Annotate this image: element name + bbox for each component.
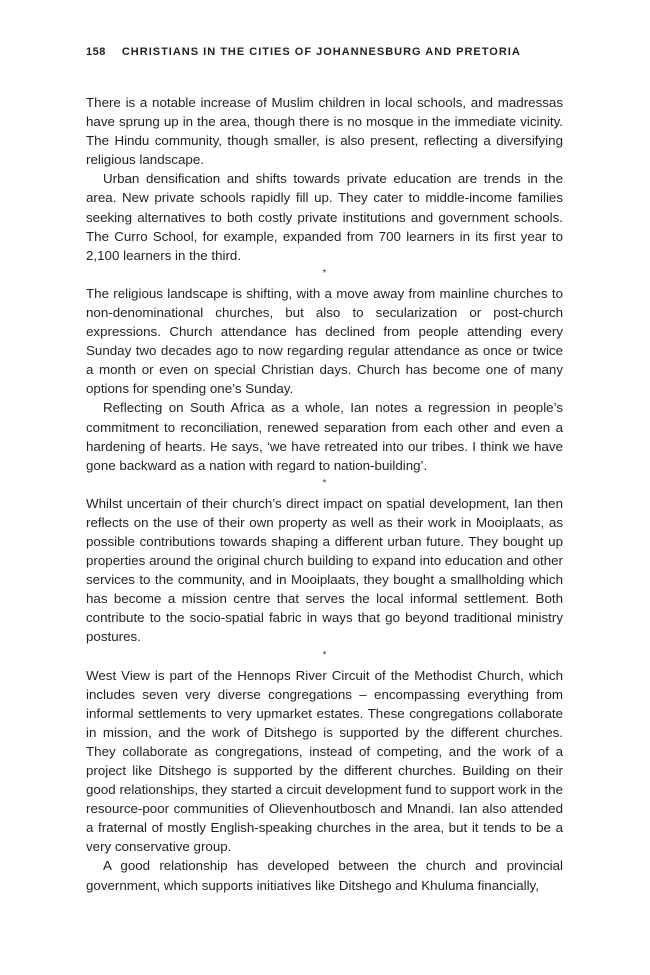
paragraph: Whilst uncertain of their church’s direct impact on spatial development, Ian then reflects on the use of their own property as well as their work in Mooiplaats, as possible contributions towards shaping a different urban future. They bought up properties around the original church building to expand into education and other services to the community, and in Mooiplaats, they bought a smallholding which has become a mission centre that serves the local informal settlement. Both contribute to the socio-spatial fabric in ways that go beyond traditional ministry postures. [86,495,563,645]
text-section [86,93,563,265]
section-break-asterisk: * [322,267,327,279]
text-section [86,284,563,475]
paragraph: A good relationship has developed between the church and provincial government, which supports initiatives like Ditshego and Khuluma financially, [86,858,563,893]
running-title: CHRISTIANS IN THE CITIES OF JOHANNESBURG AND PRETORIA [121,46,521,58]
paragraph: Reflecting on South Africa as a whole, Ian notes a regression in people’s commitment to reconciliation, renewed separation from each other and even a hardening of hearts. He says, ‘we have retreated into our tribes. I think we have gone backward as a nation with regard to nation-building’. [86,400,563,473]
section-break-asterisk: * [322,649,327,661]
paragraph: Urban densification and shifts towards private education are trends in the area. New private schools rapidly fill up. They cater to middle-income families seeking alternatives to both costly private institutions and government schools. The Curro School, for example, expanded from 700 learners in its first year to 2,100 learners in the third. [86,171,563,263]
text-section [86,494,563,647]
paragraph: There is a notable increase of Muslim children in local schools, and madressas have sprung up in the area, though there is no mosque in the immediate vicinity. The Hindu community, though smaller, is also present, reflecting a diversifying religious landscape. [86,95,563,168]
section-break-asterisk: * [322,477,327,489]
text-section [86,666,563,895]
paragraph: The religious landscape is shifting, with a move away from mainline churches to non-denominational churches, but also to secularization or post-church expressions. Church attendance has declined from people attending every Sunday two decades ago to now regarding regular attendance as once or twice a month or even on special Christian days. Church has become one of many options for spending one’s Sunday. [86,285,563,397]
book-page [86,44,563,895]
paragraph: West View is part of the Hennops River Circuit of the Methodist Church, which includes seven very diverse congregations – encompassing everything from informal settlements to very upmarket estates. These congregations collaborate in mission, and the work of Ditshego is supported by the different churches. They collaborate as congregations, instead of competing, and the work of a project like Ditshego is supported by the different churches. Building on their good relationships, they started a circuit development fund to support work in the resource-poor communities of Olievenhoutbosch and Mnandi. Ian also attended a fraternal of mostly English-speaking churches in the area, but it tends to be a very conservative group. [86,667,563,855]
page-number: 158 [86,46,106,58]
running-header [86,44,563,60]
body-text [86,93,563,895]
